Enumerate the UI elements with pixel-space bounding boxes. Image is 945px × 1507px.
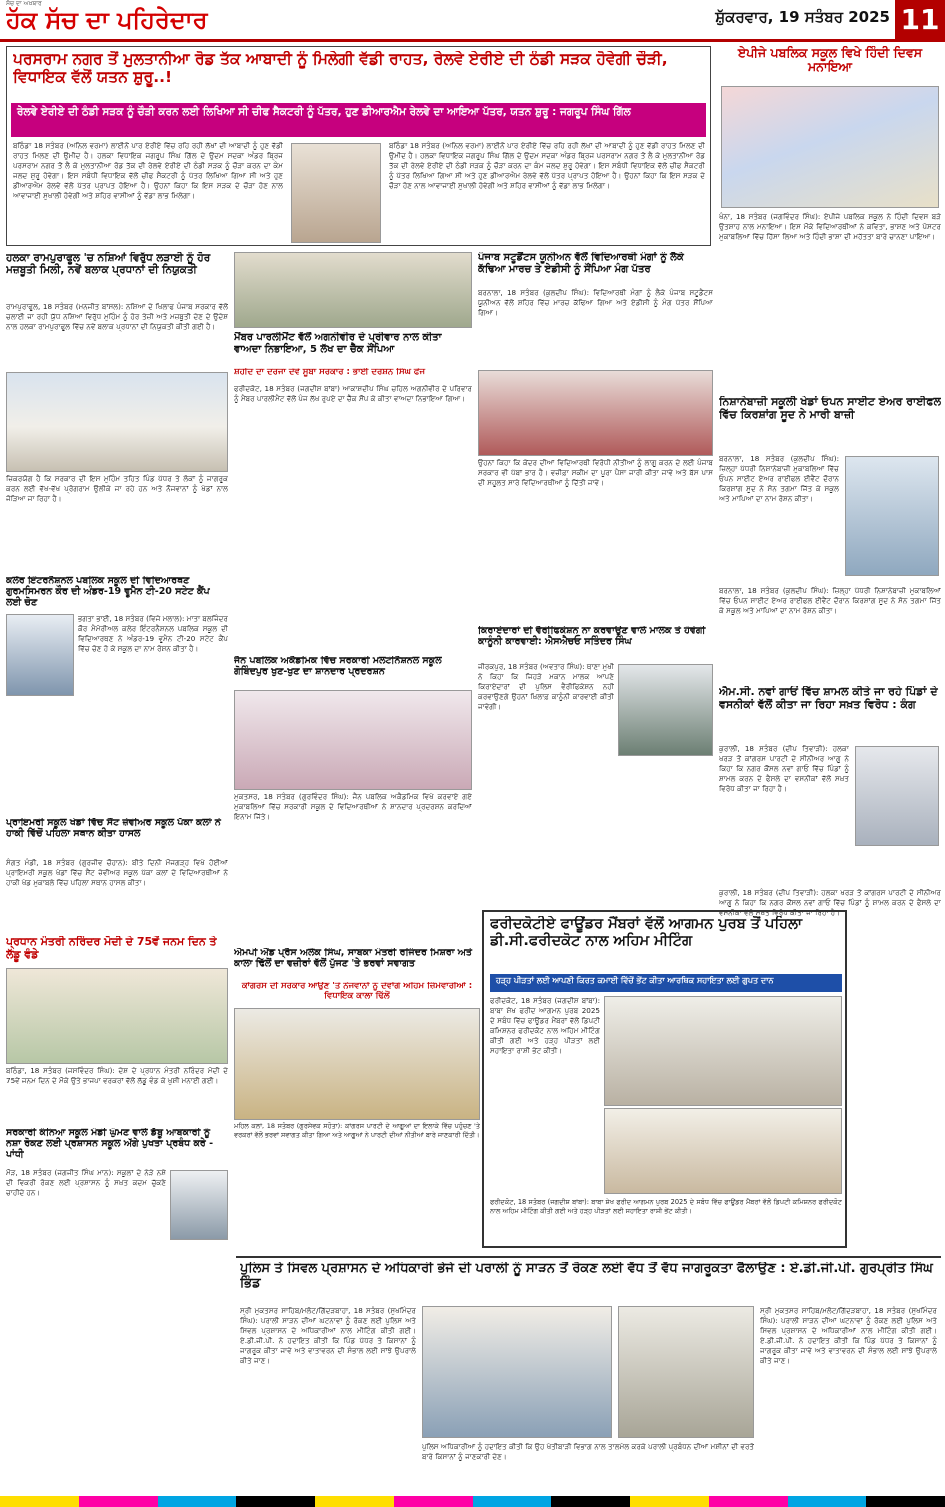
school-drugs-headline: ਸਰਕਾਰੀ ਕੰਨਿਆ ਸਕੂਲ ਮੰਡੀ ਘੁੰਮਣ ਵਾਲੇ ਡੱਬੂ ਆਬਕਾਰੀ ਨੂੰ ਨਸ਼ਾ ਰੋਕਣ ਲਈ ਪ੍ਰਸ਼ਾਸਨ ਸਕੂਲ ਅੱਗੇ ਪੁਖਤਾ ਪ੍ਰਬੰਧ ਕਰੇ - ਪਾਂਧੀ xyxy=(6,1128,214,1160)
color-bar-swatch xyxy=(788,1496,867,1507)
lead-subhead: ਰੇਲਵੇ ਏਰੀਏ ਦੀ ਠੰਡੀ ਸੜਕ ਨੂੰ ਚੌੜੀ ਕਰਨ ਲਈ ਲਿਖਿਆ ਸੀ ਚੀਫ ਸੈਕਟਰੀ ਨੂੰ ਪੱਤਰ, ਹੁਣ ਡੀਆਰਐਮ ਰੇਲਵੇ ਦਾ ਆਇਆ ਪੱਤਰ, ਯਤਨ ਸ਼ੁਰੂ : ਜਗਰੂਪ ਸਿੰਘ ਗਿੱਲ xyxy=(11,103,706,137)
agniveer-photo xyxy=(234,252,472,328)
color-bar-swatch xyxy=(0,1496,79,1507)
color-bar-swatch xyxy=(473,1496,552,1507)
modi-birthday-body: ਬਠਿੰਡਾ, 18 ਸਤੰਬਰ (ਜਸਵਿੰਦਰ ਸਿੰਘ): ਦੇਸ਼ ਦੇ ਪ੍ਰਧਾਨ ਮੰਤਰੀ ਨਰਿੰਦਰ ਮੋਦੀ ਦੇ 75ਵੇਂ ਜਨਮ ਦਿਨ ਦੇ ਮੌਕੇ ਉਤੇ ਭਾਜਪਾ ਵਰਕਰਾਂ ਵੱਲੋਂ ਲੱਡੂ ਵੰਡ ਕੇ ਖੁਸ਼ੀ ਮਨਾਈ ਗਈ। xyxy=(6,1066,228,1085)
hindi-divas-photo xyxy=(721,86,939,208)
rampura-headline: ਹਲਕਾ ਰਾਮਪੁਰਾਫੂਲ 'ਚ ਨਸ਼ਿਆਂ ਵਿਰੁੱਧ ਲੜਾਈ ਨੂੰ ਹੋਰ ਮਜ਼ਬੂਤੀ ਮਿਲੀ, ਨਵੇਂ ਬਲਾਕ ਪ੍ਰਧਾਨਾਂ ਦੀ ਨਿਯੁਕਤੀ xyxy=(6,252,211,277)
color-bar-swatch xyxy=(866,1496,945,1507)
mid-column xyxy=(234,252,472,952)
lead-body: ਬਠਿੰਡਾ 18 ਸਤੰਬਰ (ਅਨਿਲ ਵਰਮਾ) ਲਾਈਨੋਂ ਪਾਰ ਏਰੀਏ ਵਿੱਚ ਰਹਿ ਰਹੀ ਲੱਖਾਂ ਦੀ ਆਬਾਦੀ ਨੂੰ ਹੁਣ ਵੱਡੀ ਰਾਹਤ ਮਿਲਣ ਦੀ ਉਮੀਦ ਹੈ। ਹਲਕਾ ਵਿਧਾਇਕ ਜਗਰੂਪ ਸਿੰਘ ਗਿੱਲ ਦੇ ਉਦਮ ਸਦਕਾ ਅੰਡਰ ਬ੍ਰਿਜ ਪਰਸਰਾਮ ਨਗਰ ਤੋਂ ਲੈ ਕੇ ਮੁਲਤਾਨੀਆ ਰੋਡ ਤੱਕ ਦੀ ਰੇਲਵੇ ਏਰੀਏ ਦੀ ਠੰਡੀ ਸੜਕ ਨੂੰ ਚੌੜਾ ਕਰਨ ਦਾ ਕੰਮ ਜਲਦ ਸ਼ੁਰੂ ਹੋਵੇਗਾ। ਇਸ ਸਬੰਧੀ ਵਿਧਾਇਕ ਵੱਲੋਂ ਚੀਫ ਸੈਕਟਰੀ ਨੂੰ ਪੱਤਰ ਲਿਖਿਆ ਗਿਆ ਸੀ ਅਤੇ ਹੁਣ ਡੀਆਰਐਮ ਰੇਲਵੇ ਵੱਲੋਂ ਪੱਤਰ ਪ੍ਰਾਪਤ ਹੋਇਆ ਹੈ। ਉਹਨਾਂ ਕਿਹਾ ਕਿ ਇਸ ਸੜਕ ਦੇ ਚੌੜਾ ਹੋਣ ਨਾਲ ਆਵਾਜਾਈ ਸੁਖਾਲੀ ਹੋਵੇਗੀ ਅਤੇ ਸ਼ਹਿਰ ਵਾਸੀਆਂ ਨੂੰ ਵੱਡਾ ਲਾਭ ਮਿਲੇਗਾ। xyxy=(13,141,283,200)
faridkot-photo-2 xyxy=(604,1108,842,1194)
sho-photo xyxy=(618,664,713,756)
color-bar-swatch xyxy=(236,1496,315,1507)
congress-headline: ਐਮਪੀ ਐਂਡ ਪ੍ਰੈਸ ਅਲੋਕ ਸਿੰਘ, ਸਾਬਕਾ ਮੰਤਰੀ ਰਜਿੰਦਰ ਮਿਸ਼ਰਾ ਅਤੇ ਕਾਲਾ ਢਿੱਲੋਂ ਦਾ ਵਜ਼ੀਰਾਂ ਵੱਲੋਂ ਪੁੱਜਣ 'ਤੇ ਭਰਵਾਂ ਸਵਾਗਤ xyxy=(234,948,473,969)
shooting-body: ਬਰਨਾਲਾ, 18 ਸਤੰਬਰ (ਕੁਲਦੀਪ ਸਿੰਘ): ਜ਼ਿਲ੍ਹਾ ਪੱਧਰੀ ਨਿਸ਼ਾਨੇਬਾਜ਼ੀ ਮੁਕਾਬਲਿਆਂ ਵਿੱਚ ਓਪਨ ਸਾਈਟ ਏਅਰ ਰਾਈਫਲ ਈਵੈਂਟ ਦੌਰਾਨ ਕਿਰਸ਼ਾਂਗ ਸੂਦ ਨੇ ਸੋਨ ਤਗਮਾ ਜਿੱਤ ਕੇ ਸਕੂਲ ਅਤੇ ਮਾਪਿਆਂ ਦਾ ਨਾਮ ਰੋਸ਼ਨ ਕੀਤਾ। xyxy=(719,454,839,503)
psu-headline: ਪੰਜਾਬ ਸਟੂਡੈਂਟਸ ਯੂਨੀਅਨ ਵੱਲੋਂ ਵਿਦਿਆਰਥੀ ਮੰਗਾਂ ਨੂੰ ਲੈਕੇ ਕੱਢਿਆ ਮਾਰਚ ਤੇ ਏਡੀਸੀ ਨੂੰ ਸੌਂਪਿਆ ਮੰਗ ਪੱਤਰ xyxy=(478,252,684,275)
color-bar-swatch xyxy=(79,1496,158,1507)
psu-body-cont: ਉਹਨਾਂ ਕਿਹਾ ਕਿ ਕੇਂਦਰ ਦੀਆਂ ਵਿਦਿਆਰਥੀ ਵਿਰੋਧੀ ਨੀਤੀਆਂ ਨੂੰ ਲਾਗੂ ਕਰਨ ਦੇ ਲਈ ਪੰਜਾਬ ਸਰਕਾਰ ਵੀ ਪੱਬਾਂ ਭਾਰ ਹੈ। ਵਜ਼ੀਫ਼ਾ ਸਕੀਮ ਦਾ ਪੂਰਾ ਪੈਸਾ ਜਾਰੀ ਕੀਤਾ ਜਾਵੇ ਅਤੇ ਬੱਸ ਪਾਸ ਦੀ ਸਹੂਲਤ ਸਾਰੇ ਵਿਦਿਆਰਥੀਆਂ ਨੂੰ ਦਿੱਤੀ ਜਾਵੇ। xyxy=(478,458,713,487)
psu-photo xyxy=(478,370,713,456)
jain-academy-headline: ਜੈਨ ਪਬਲਿਕ ਅਕੈਡਮਿਕ ਵਿੱਚ ਸਰਕਾਰੀ ਮਲਟੀਨੈਸ਼ਨਲ ਸਕੂਲ ਗੋਬਿੰਦਪੁਰ ਖੁਣ-ਖੁਣ ਦਾ ਸ਼ਾਨਦਾਰ ਪ੍ਰਦਰਸ਼ਨ xyxy=(234,656,442,677)
congress-body: ਮਹਿਲ ਕਲਾਂ, 18 ਸਤੰਬਰ (ਗੁਰਸੇਵਕ ਸਹੋਤਾ): ਕਾਂਗਰਸ ਪਾਰਟੀ ਦੇ ਆਗੂਆਂ ਦਾ ਇਲਾਕੇ ਵਿੱਚ ਪਹੁੰਚਣ 'ਤੇ ਵਰਕਰਾਂ ਵੱਲੋਂ ਭਰਵਾਂ ਸਵਾਗਤ ਕੀਤਾ ਗਿਆ ਅਤੇ ਆਗੂਆਂ ਨੇ ਪਾਰਟੀ ਦੀਆਂ ਨੀਤੀਆਂ ਬਾਰੇ ਜਾਣਕਾਰੀ ਦਿੱਤੀ। xyxy=(234,1122,480,1139)
pandhi-photo xyxy=(170,1170,228,1240)
hindi-divas-headline: ਏਪੀਜੇ ਪਬਲਿਕ ਸਕੂਲ ਵਿਖੇ ਹਿੰਦੀ ਦਿਵਸ ਮਨਾਇਆ xyxy=(737,46,923,75)
color-bar-swatch xyxy=(709,1496,788,1507)
bottom-body-mid: ਪੁਲਿਸ ਅਧਿਕਾਰੀਆਂ ਨੂੰ ਹਦਾਇਤ ਕੀਤੀ ਕਿ ਉਹ ਖੇਤੀਬਾੜੀ ਵਿਭਾਗ ਨਾਲ ਤਾਲਮੇਲ ਕਰਕੇ ਪਰਾਲੀ ਪ੍ਰਬੰਧਨ ਦੀਆਂ ਮਸ਼ੀਨਾਂ ਦੀ ਵਰਤੋਂ ਬਾਰੇ ਕਿਸਾਨਾਂ ਨੂੰ ਜਾਣਕਾਰੀ ਦੇਣ। xyxy=(422,1442,754,1461)
verification-body: ਜੀਰਕਪੁਰ, 18 ਸਤੰਬਰ (ਅਵਤਾਰ ਸਿੰਘ): ਥਾਣਾ ਮੁਖੀ ਨੇ ਕਿਹਾ ਕਿ ਜਿਹੜੇ ਮਕਾਨ ਮਾਲਕ ਆਪਣੇ ਕਿਰਾਏਦਾਰਾਂ ਦੀ ਪੁਲਿਸ ਵੈਰੀਫਿਕੇਸ਼ਨ ਨਹੀਂ ਕਰਵਾਉਣਗੇ ਉਹਨਾਂ ਖ਼ਿਲਾਫ਼ ਕਾਨੂੰਨੀ ਕਾਰਵਾਈ ਕੀਤੀ ਜਾਵੇਗੀ। xyxy=(478,662,614,711)
mc-nawagaon-headline: ਐਮ.ਸੀ. ਨਵਾਂ ਗਾਓਂ ਵਿੱਚ ਸ਼ਾਮਲ ਕੀਤੇ ਜਾ ਰਹੇ ਪਿੰਡਾਂ ਦੇ ਵਸਨੀਕਾਂ ਵੱਲੋਂ ਕੀਤਾ ਜਾ ਰਿਹਾ ਸਖ਼ਤ ਵਿਰੋਧ : ਕੰਗ xyxy=(719,686,938,711)
lead-story xyxy=(6,46,711,246)
lead-body-cont: ਬਠਿੰਡਾ 18 ਸਤੰਬਰ (ਅਨਿਲ ਵਰਮਾ) ਲਾਈਨੋਂ ਪਾਰ ਏਰੀਏ ਵਿੱਚ ਰਹਿ ਰਹੀ ਲੱਖਾਂ ਦੀ ਆਬਾਦੀ ਨੂੰ ਹੁਣ ਵੱਡੀ ਰਾਹਤ ਮਿਲਣ ਦੀ ਉਮੀਦ ਹੈ। ਹਲਕਾ ਵਿਧਾਇਕ ਜਗਰੂਪ ਸਿੰਘ ਗਿੱਲ ਦੇ ਉਦਮ ਸਦਕਾ ਅੰਡਰ ਬ੍ਰਿਜ ਪਰਸਰਾਮ ਨਗਰ ਤੋਂ ਲੈ ਕੇ ਮੁਲਤਾਨੀਆ ਰੋਡ ਤੱਕ ਦੀ ਰੇਲਵੇ ਏਰੀਏ ਦੀ ਠੰਡੀ ਸੜਕ ਨੂੰ ਚੌੜਾ ਕਰਨ ਦਾ ਕੰਮ ਜਲਦ ਸ਼ੁਰੂ ਹੋਵੇਗਾ। ਇਸ ਸਬੰਧੀ ਵਿਧਾਇਕ ਵੱਲੋਂ ਚੀਫ ਸੈਕਟਰੀ ਨੂੰ ਪੱਤਰ ਲਿਖਿਆ ਗਿਆ ਸੀ ਅਤੇ ਹੁਣ ਡੀਆਰਐਮ ਰੇਲਵੇ ਵੱਲੋਂ ਪੱਤਰ ਪ੍ਰਾਪਤ ਹੋਇਆ ਹੈ। ਉਹਨਾਂ ਕਿਹਾ ਕਿ ਇਸ ਸੜਕ ਦੇ ਚੌੜਾ ਹੋਣ ਨਾਲ ਆਵਾਜਾਈ ਸੁਖਾਲੀ ਹੋਵੇਗੀ ਅਤੇ ਸ਼ਹਿਰ ਵਾਸੀਆਂ ਨੂੰ ਵੱਡਾ ਲਾਭ ਮਿਲੇਗਾ। xyxy=(389,141,705,190)
modi-birthday-photo xyxy=(6,968,228,1064)
faridkot-body-cont: ਫਰੀਦਕੋਟ, 18 ਸਤੰਬਰ (ਜਗਦੀਸ਼ ਬਾਂਬਾ): ਬਾਬਾ ਸ਼ੇਖ ਫਰੀਦ ਆਗਮਨ ਪੁਰਬ 2025 ਦੇ ਸਬੰਧ ਵਿੱਚ ਫਾਊਂਡਰ ਮੈਂਬਰਾਂ ਵੱਲੋਂ ਡਿਪਟੀ ਕਮਿਸ਼ਨਰ ਫਰੀਦਕੋਟ ਨਾਲ ਅਹਿਮ ਮੀਟਿੰਗ ਕੀਤੀ ਗਈ ਅਤੇ ਹੜ੍ਹ ਪੀੜਤਾਂ ਲਈ ਸਹਾਇਤਾ ਰਾਸ਼ੀ ਭੇਂਟ ਕੀਤੀ। xyxy=(490,1198,842,1216)
faridkot-photo-1 xyxy=(604,996,842,1106)
kang-photo xyxy=(855,746,939,846)
shooter-photo xyxy=(845,456,939,576)
modi-birthday-headline: ਪ੍ਰਧਾਨ ਮੰਤਰੀ ਨਰਿੰਦਰ ਮੋਦੀ ਦੇ 75ਵੇਂ ਜਨਮ ਦਿਨ ਤੇ ਲੱਡੂ ਵੰਡੇ xyxy=(6,936,217,961)
center-column xyxy=(478,252,713,892)
hockey-body: ਸੰਗਤ ਮੰਡੀ, 18 ਸਤੰਬਰ (ਗੁਰਜੀਵ ਚੌਹਾਨ): ਬੀਤੇ ਦਿਨੀਂ ਮੌਜਗੜ੍ਹ ਵਿਖੇ ਹੋਈਆਂ ਪ੍ਰਾਇਮਰੀ ਸਕੂਲ ਖੇਡਾਂ ਵਿੱਚ ਸੈਂਟ ਜ਼ੇਵੀਅਰ ਸਕੂਲ ਪੱਕਾ ਕਲਾਂ ਦੇ ਵਿਦਿਆਰਥੀਆਂ ਨੇ ਹਾਕੀ ਖੇਡ ਮੁਕਾਬਲੇ ਵਿੱਚ ਪਹਿਲਾ ਸਥਾਨ ਹਾਸਲ ਕੀਤਾ। xyxy=(6,858,228,887)
shooting-body-cont: ਬਰਨਾਲਾ, 18 ਸਤੰਬਰ (ਕੁਲਦੀਪ ਸਿੰਘ): ਜ਼ਿਲ੍ਹਾ ਪੱਧਰੀ ਨਿਸ਼ਾਨੇਬਾਜ਼ੀ ਮੁਕਾਬਲਿਆਂ ਵਿੱਚ ਓਪਨ ਸਾਈਟ ਏਅਰ ਰਾਈਫਲ ਈਵੈਂਟ ਦੌਰਾਨ ਕਿਰਸ਼ਾਂਗ ਸੂਦ ਨੇ ਸੋਨ ਤਗਮਾ ਜਿੱਤ ਕੇ ਸਕੂਲ ਅਤੇ ਮਾਪਿਆਂ ਦਾ ਨਾਮ ਰੋਸ਼ਨ ਕੀਤਾ। xyxy=(719,586,941,615)
jain-academy-body: ਮੁਕਤਸਰ, 18 ਸਤੰਬਰ (ਗੁਰਵਿੰਦਰ ਸਿੰਘ): ਜੈਨ ਪਬਲਿਕ ਅਕੈਡਮਿਕ ਵਿਖੇ ਕਰਵਾਏ ਗਏ ਮੁਕਾਬਲਿਆਂ ਵਿੱਚ ਸਰਕਾਰੀ ਸਕੂਲ ਦੇ ਵਿਦਿਆਰਥੀਆਂ ਨੇ ਸ਼ਾਨਦਾਰ ਪ੍ਰਦਰਸ਼ਨ ਕਰਦਿਆਂ ਇਨਾਮ ਜਿੱਤੇ। xyxy=(234,792,472,821)
lead-headline: ਪਰਸਰਾਮ ਨਗਰ ਤੋਂ ਮੁਲਤਾਨੀਆ ਰੋਡ ਤੱਕ ਆਬਾਦੀ ਨੂੰ ਮਿਲੇਗੀ ਵੱਡੀ ਰਾਹਤ, ਰੇਲਵੇ ਏਰੀਏ ਦੀ ਠੰਡੀ ਸੜਕ ਹੋਵੇਗੀ ਚੌੜੀ, ਵਿਧਾਇਕ ਵੱਲੋਂ ਯਤਨ ਸ਼ੁਰੂ..! xyxy=(13,51,668,86)
page-number: 11 xyxy=(895,0,945,40)
school-drugs-body: ਮੌੜ, 18 ਸਤੰਬਰ (ਜਗਜੀਤ ਸਿੰਘ ਮਾਨ): ਸਕੂਲਾਂ ਦੇ ਨੇੜੇ ਨਸ਼ੇ ਦੀ ਵਿਕਰੀ ਰੋਕਣ ਲਈ ਪ੍ਰਸ਼ਾਸਨ ਨੂੰ ਸਖ਼ਤ ਕਦਮ ਚੁੱਕਣੇ ਚਾਹੀਦੇ ਹਨ। xyxy=(6,1168,166,1197)
faridkot-box xyxy=(482,910,847,1248)
bottom-headline: ਪੁਲਿਸ ਤੇ ਸਿਵਲ ਪ੍ਰਸ਼ਾਸਨ ਦੇ ਅਧਿਕਾਰੀ ਭੇਜੇ ਦੀ ਪਰਾਲੀ ਨੂੰ ਸਾੜਨ ਤੋਂ ਰੋਕਣ ਲਈ ਵੱਧ ਤੋਂ ਵੱਧ ਜਾਗਰੂਕਤਾ ਫੈਲਾਉਣ : ਏ.ਡੀ.ਜੀ.ਪੀ. ਗੁਰਪ੍ਰੀਤ ਸਿੰਘ ਭਿੰਡ xyxy=(240,1262,933,1291)
mc-nawagaon-body-cont: ਕੁਰਾਲੀ, 18 ਸਤੰਬਰ (ਦੀਪ ਤਿਵਾੜੀ): ਹਲਕਾ ਖਰੜ ਤੋਂ ਕਾਂਗਰਸ ਪਾਰਟੀ ਦੇ ਸੀਨੀਅਰ ਆਗੂ ਨੇ ਕਿਹਾ ਕਿ ਨਗਰ ਕੌਂਸਲ ਨਵਾਂ ਗਾਓਂ ਵਿੱਚ ਪਿੰਡਾਂ ਨੂੰ ਸ਼ਾਮਲ ਕਰਨ ਦੇ ਫੈਸਲੇ ਦਾ ਵਸਨੀਕਾਂ ਵੱਲੋਂ ਸਖ਼ਤ ਵਿਰੋਧ ਕੀਤਾ ਜਾ ਰਿਹਾ ਹੈ। xyxy=(719,888,941,917)
color-bar-swatch xyxy=(551,1496,630,1507)
congress-photo xyxy=(234,1008,480,1120)
masthead-tagline: ਸੱਚ ਦਾ ਅਖ਼ਬਾਰ xyxy=(6,0,42,7)
faridkot-headline: ਫਰੀਦਕੋਟੀਏ ਫਾਊਂਡਰ ਮੈਂਬਰਾਂ ਵੱਲੋਂ ਆਗਮਨ ਪੁਰਬ ਤੋਂ ਪਹਿਲਾ ਡੀ.ਸੀ.ਫਰੀਦਕੋਟ ਨਾਲ ਅਹਿਮ ਮੀਟਿੰਗ xyxy=(490,916,803,949)
agniveer-body: ਫਰੀਦਕੋਟ, 18 ਸਤੰਬਰ (ਜਗਦੀਸ਼ ਬਾਂਬਾ) ਆਕਾਸ਼ਦੀਪ ਸਿੰਘ ਚਹਿਲ ਅਗਨੀਵੀਰ ਦੇ ਪਰਿਵਾਰ ਨੂੰ ਮੈਂਬਰ ਪਾਰਲੀਮੈਂਟ ਵੱਲੋਂ ਪੰਜ ਲੱਖ ਰੁਪਏ ਦਾ ਚੈੱਕ ਸੌਂਪ ਕੇ ਕੀਤਾ ਵਾਅਦਾ ਨਿਭਾਇਆ ਗਿਆ। xyxy=(234,384,472,403)
shooting-headline: ਨਿਸ਼ਾਨੇਬਾਜ਼ੀ ਸਕੂਲੀ ਖੇਡਾਂ ਓਪਨ ਸਾਈਟ ਏਅਰ ਰਾਈਫਲ ਵਿੱਚ ਕਿਰਸ਼ਾਂਗ ਸੂਦ ਨੇ ਮਾਰੀ ਬਾਜ਼ੀ xyxy=(719,396,941,421)
masthead-title: ਹੱਕ ਸੱਚ ਦਾ ਪਹਿਰੇਦਾਰ xyxy=(6,5,208,34)
psu-body: ਬਰਨਾਲਾ, 18 ਸਤੰਬਰ (ਕੁਲਦੀਪ ਸਿੰਘ): ਵਿਦਿਆਰਥੀ ਮੰਗਾਂ ਨੂੰ ਲੈਕੇ ਪੰਜਾਬ ਸਟੂਡੈਂਟਸ ਯੂਨੀਅਨ ਵੱਲੋਂ ਸ਼ਹਿਰ ਵਿੱਚ ਮਾਰਚ ਕੱਢਿਆ ਗਿਆ ਅਤੇ ਏਡੀਸੀ ਨੂੰ ਮੰਗ ਪੱਤਰ ਸੌਂਪਿਆ ਗਿਆ। xyxy=(478,288,713,317)
cricket-body: ਭਗਤਾ ਭਾਈ, 18 ਸਤੰਬਰ (ਵਿਜੇ ਮਲਾਲ): ਮਾਤਾ ਬਲਜਿੰਦਰ ਕੌਰ ਮੈਮੋਰੀਅਲ ਕਲੇਰ ਇੰਟਰਨੈਸ਼ਨਲ ਪਬਲਿਕ ਸਕੂਲ ਦੀ ਵਿਦਿਆਰਥਣ ਨੇ ਅੰਡਰ-19 ਵੂਮੈਨ ਟੀ-20 ਸਟੇਟ ਕੈਂਪ ਵਿੱਚ ਚੋਣ ਹੋ ਕੇ ਸਕੂਲ ਦਾ ਨਾਮ ਰੋਸ਼ਨ ਕੀਤਾ ਹੈ। xyxy=(78,614,228,653)
student-photo xyxy=(6,614,74,696)
bottom-photo-2 xyxy=(618,1306,754,1438)
color-bar-swatch xyxy=(630,1496,709,1507)
hindi-divas-body: ਖੰਨਾ, 18 ਸਤੰਬਰ (ਜਗਵਿੰਦਰ ਸਿੰਘ): ਏਪੀਜੇ ਪਬਲਿਕ ਸਕੂਲ ਨੇ ਹਿੰਦੀ ਦਿਵਸ ਬੜੇ ਉਤਸ਼ਾਹ ਨਾਲ ਮਨਾਇਆ। ਇਸ ਮੌਕੇ ਵਿਦਿਆਰਥੀਆਂ ਨੇ ਕਵਿਤਾ, ਭਾਸ਼ਣ ਅਤੇ ਪੋਸਟਰ ਮੁਕਾਬਲਿਆਂ ਵਿੱਚ ਹਿੱਸਾ ਲਿਆ ਅਤੇ ਹਿੰਦੀ ਭਾਸ਼ਾ ਦੀ ਮਹੱਤਤਾ ਬਾਰੇ ਚਾਨਣਾ ਪਾਇਆ। xyxy=(719,212,941,241)
masthead xyxy=(0,0,945,42)
color-bar-swatch xyxy=(158,1496,237,1507)
faridkot-body: ਫਰੀਦਕੋਟ, 18 ਸਤੰਬਰ (ਜਗਦੀਸ਼ ਬਾਂਬਾ): ਬਾਬਾ ਸ਼ੇਖ ਫਰੀਦ ਆਗਮਨ ਪੁਰਬ 2025 ਦੇ ਸਬੰਧ ਵਿੱਚ ਫਾਊਂਡਰ ਮੈਂਬਰਾਂ ਵੱਲੋਂ ਡਿਪਟੀ ਕਮਿਸ਼ਨਰ ਫਰੀਦਕੋਟ ਨਾਲ ਅਹਿਮ ਮੀਟਿੰਗ ਕੀਤੀ ਗਈ ਅਤੇ ਹੜ੍ਹ ਪੀੜਤਾਂ ਲਈ ਸਹਾਇਤਾ ਰਾਸ਼ੀ ਭੇਂਟ ਕੀਤੀ। xyxy=(490,996,600,1055)
mc-nawagaon-body: ਕੁਰਾਲੀ, 18 ਸਤੰਬਰ (ਦੀਪ ਤਿਵਾੜੀ): ਹਲਕਾ ਖਰੜ ਤੋਂ ਕਾਂਗਰਸ ਪਾਰਟੀ ਦੇ ਸੀਨੀਅਰ ਆਗੂ ਨੇ ਕਿਹਾ ਕਿ ਨਗਰ ਕੌਂਸਲ ਨਵਾਂ ਗਾਓਂ ਵਿੱਚ ਪਿੰਡਾਂ ਨੂੰ ਸ਼ਾਮਲ ਕਰਨ ਦੇ ਫੈਸਲੇ ਦਾ ਵਸਨੀਕਾਂ ਵੱਲੋਂ ਸਖ਼ਤ ਵਿਰੋਧ ਕੀਤਾ ਜਾ ਰਿਹਾ ਹੈ। xyxy=(719,744,849,793)
color-bar-swatch xyxy=(394,1496,473,1507)
agniveer-headline: ਮੈਂਬਰ ਪਾਰਲੀਮੈਂਟ ਵੱਲੋਂ ਅਗਨੀਵੀਰ ਦੇ ਪ੍ਰੀਵਾਰ ਨਾਲ ਕੀਤਾ ਵਾਅਦਾ ਨਿਭਾਇਆ, 5 ਲੱਖ ਦਾ ਚੈੱਕ ਸੌਂਪਿਆ xyxy=(234,332,442,355)
lead-photo xyxy=(291,143,381,243)
left-column xyxy=(6,252,228,1257)
print-color-bars xyxy=(0,1496,945,1507)
rampura-photo xyxy=(6,372,228,472)
rampura-body-cont: ਜ਼ਿਕਰਯੋਗ ਹੈ ਕਿ ਸਰਕਾਰ ਦੀ ਇਸ ਮੁਹਿੰਮ ਤਹਿਤ ਪਿੰਡ ਪੱਧਰ ਤੇ ਲੋਕਾਂ ਨੂੰ ਜਾਗਰੂਕ ਕਰਨ ਲਈ ਵੱਖ-ਵੱਖ ਪ੍ਰੋਗਰਾਮ ਉਲੀਕੇ ਜਾ ਰਹੇ ਹਨ ਅਤੇ ਨੌਜਵਾਨਾਂ ਨੂੰ ਖੇਡਾਂ ਨਾਲ ਜੋੜਿਆ ਜਾ ਰਿਹਾ ਹੈ। xyxy=(6,474,228,503)
bottom-body-right: ਸ੍ਰੀ ਮੁਕਤਸਰ ਸਾਹਿਬ/ਮਲੋਟ/ਗਿੱਦੜਬਾਹਾ, 18 ਸਤੰਬਰ (ਸੁਖਮਿੰਦਰ ਸਿੰਘ): ਪਰਾਲੀ ਸਾੜਨ ਦੀਆਂ ਘਟਨਾਵਾਂ ਨੂੰ ਰੋਕਣ ਲਈ ਪੁਲਿਸ ਅਤੇ ਸਿਵਲ ਪ੍ਰਸ਼ਾਸਨ ਦੇ ਅਧਿਕਾਰੀਆਂ ਨਾਲ ਮੀਟਿੰਗ ਕੀਤੀ ਗਈ। ਏ.ਡੀ.ਜੀ.ਪੀ. ਨੇ ਹਦਾਇਤ ਕੀਤੀ ਕਿ ਪਿੰਡ ਪੱਧਰ ਤੇ ਕਿਸਾਨਾਂ ਨੂੰ ਜਾਗਰੂਕ ਕੀਤਾ ਜਾਵੇ ਅਤੇ ਵਾਤਾਵਰਨ ਦੀ ਸੰਭਾਲ ਲਈ ਸਾਂਝੇ ਉਪਰਾਲੇ ਕੀਤੇ ਜਾਣ। xyxy=(760,1306,937,1365)
issue-date: ਸ਼ੁੱਕਰਵਾਰ, 19 ਸਤੰਬਰ 2025 xyxy=(715,8,890,26)
verification-headline: ਕਿਰਾਏਦਾਰਾਂ ਦੀ ਵੈਰੀਫਿਕੇਸ਼ਨ ਨਾ ਕਰਵਾਉਣ ਵਾਲੇ ਮਾਲਕ ਤੇ ਹੋਵੇਗੀ ਕਾਨੂੰਨੀ ਕਾਰਵਾਈ: ਐਸਐਚਓ ਸਤਿੰਦਰ ਸਿੰਘ xyxy=(478,626,706,647)
hockey-headline: ਪ੍ਰਾਇਮਰੀ ਸਕੂਲ ਖੇਡਾਂ ਵਿੱਚ ਸੈਂਟ ਜ਼ੇਵੀਅਰ ਸਕੂਲ ਪੱਕਾ ਕਲਾਂ ਨੇ ਹਾਕੀ ਵਿੱਚੋਂ ਪਹਿਲਾ ਸਥਾਨ ਕੀਤਾ ਹਾਸਲ xyxy=(6,818,221,839)
cricket-headline: ਕਲੇਰ ਇੰਟਰਨੈਸ਼ਨਲ ਪਬਲਿਕ ਸਕੂਲ ਦੀ ਵਿਦਿਆਰਥਣ ਗੁਰਮਸਿਮਰਨ ਕੌਰ ਦੀ ਅੰਡਰ-19 ਵੂਮੈਨ ਟੀ-20 ਸਟੇਟ ਕੈਂਪ ਲਈ ਚੋਣ xyxy=(6,576,210,608)
rampura-body: ਰਾਮਪੁਰਾਫੂਲ, 18 ਸਤੰਬਰ (ਮਨਜੀਤ ਬਾਂਸਲ): ਨਸ਼ਿਆਂ ਦੇ ਖਿਲਾਫ ਪੰਜਾਬ ਸਰਕਾਰ ਵੱਲੋਂ ਚਲਾਈ ਜਾ ਰਹੀ ਯੁੱਧ ਨਸ਼ਿਆਂ ਵਿਰੁੱਧ ਮੁਹਿੰਮ ਨੂੰ ਹੋਰ ਤੇਜ਼ੀ ਅਤੇ ਮਜ਼ਬੂਤੀ ਦੇਣ ਦੇ ਉਦੇਸ਼ ਨਾਲ ਹਲਕਾ ਰਾਮਪੁਰਾਫੂਲ ਵਿੱਚ ਨਵੇਂ ਬਲਾਕ ਪ੍ਰਧਾਨਾਂ ਦੀ ਨਿਯੁਕਤੀ ਕੀਤੀ ਗਈ ਹੈ। xyxy=(6,302,228,331)
congress-subhead: ਕਾਂਗਰਸ ਦੀ ਸਰਕਾਰ ਆਉਣ 'ਤੇ ਨੌਜਵਾਨਾਂ ਨੂੰ ਦੇਵਾਂਗੇ ਅਹਿਮ ਜ਼ਿੰਮੇਵਾਰੀਆਂ : ਵਿਧਾਇਕ ਕਾਲਾ ਢਿੱਲੋਂ xyxy=(241,982,473,1001)
bottom-story xyxy=(236,1256,941,1492)
bottom-body: ਸ੍ਰੀ ਮੁਕਤਸਰ ਸਾਹਿਬ/ਮਲੋਟ/ਗਿੱਦੜਬਾਹਾ, 18 ਸਤੰਬਰ (ਸੁਖਮਿੰਦਰ ਸਿੰਘ): ਪਰਾਲੀ ਸਾੜਨ ਦੀਆਂ ਘਟਨਾਵਾਂ ਨੂੰ ਰੋਕਣ ਲਈ ਪੁਲਿਸ ਅਤੇ ਸਿਵਲ ਪ੍ਰਸ਼ਾਸਨ ਦੇ ਅਧਿਕਾਰੀਆਂ ਨਾਲ ਮੀਟਿੰਗ ਕੀਤੀ ਗਈ। ਏ.ਡੀ.ਜੀ.ਪੀ. ਨੇ ਹਦਾਇਤ ਕੀਤੀ ਕਿ ਪਿੰਡ ਪੱਧਰ ਤੇ ਕਿਸਾਨਾਂ ਨੂੰ ਜਾਗਰੂਕ ਕੀਤਾ ਜਾਵੇ ਅਤੇ ਵਾਤਾਵਰਨ ਦੀ ਸੰਭਾਲ ਲਈ ਸਾਂਝੇ ਉਪਰਾਲੇ ਕੀਤੇ ਜਾਣ। xyxy=(240,1306,416,1365)
faridkot-subhead: ਹੜ੍ਹ ਪੀੜਤਾਂ ਲਈ ਆਪਣੀ ਕਿਰਤ ਕਮਾਈ ਵਿੱਚੋਂ ਭੇਂਟ ਕੀਤਾ ਆਰਥਿਕ ਸਹਾਇਤਾ ਲਈ ਗੁਪਤ ਦਾਨ xyxy=(490,974,842,992)
color-bar-swatch xyxy=(315,1496,394,1507)
jain-academy-photo xyxy=(234,690,472,790)
bottom-photo-1 xyxy=(422,1306,612,1438)
congress-story xyxy=(234,948,480,1170)
agniveer-subhead: ਸ਼ਹੀਦ ਦਾ ਦਰਜਾ ਦੇਵੇ ਸੂਬਾ ਸਰਕਾਰ : ਭਾਈ ਦਰਸ਼ਨ ਸਿੰਘ ਫੌਜ xyxy=(234,368,425,377)
